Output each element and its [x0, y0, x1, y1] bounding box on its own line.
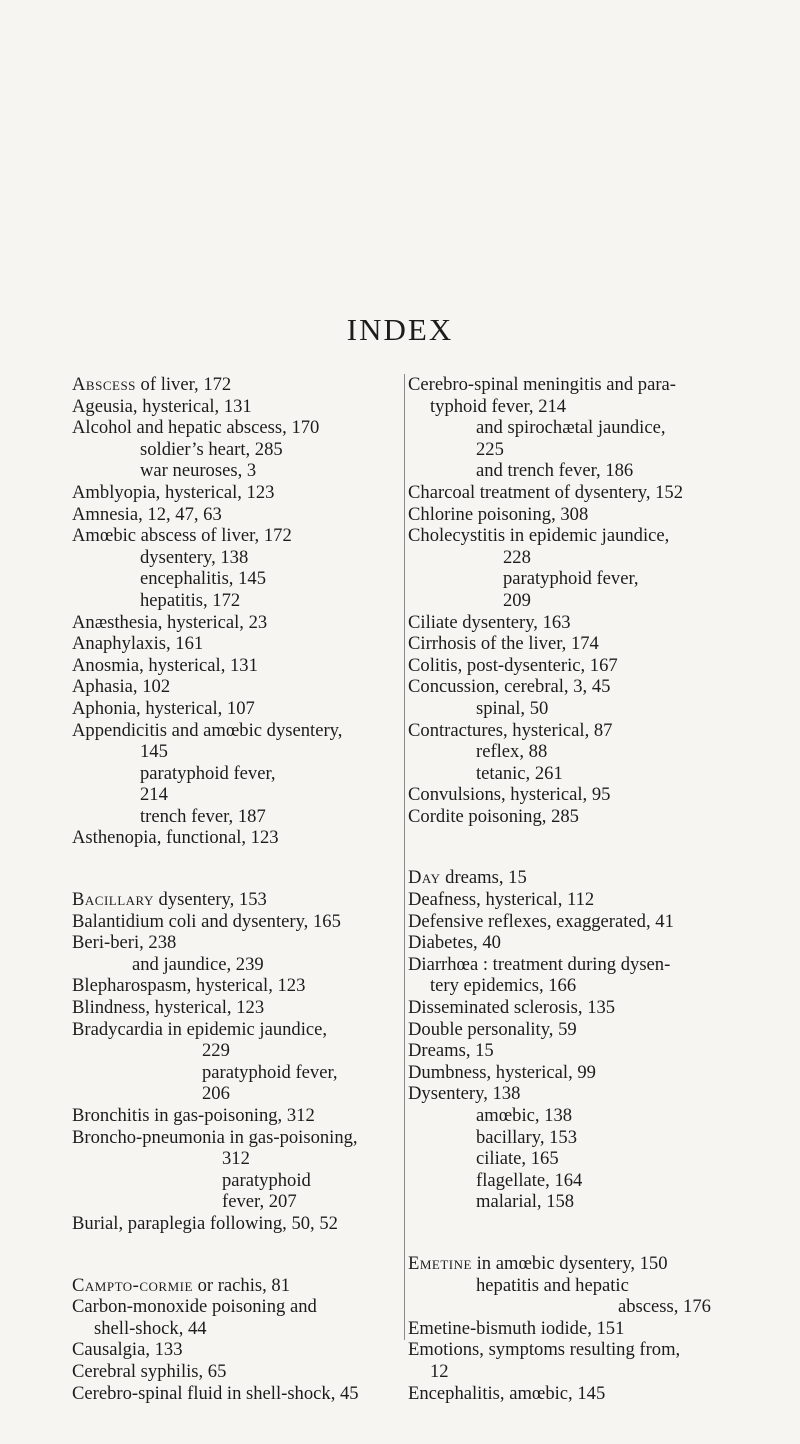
index-entry: Cerebro-spinal fluid in shell-shock, 45 — [72, 1382, 359, 1404]
index-entry: Asthenopia, functional, 123 — [72, 827, 279, 849]
index-entry: Appendicitis and amœbic dysentery, — [72, 719, 343, 741]
section-a — [72, 374, 400, 849]
index-entry: Dysentery, 138 — [408, 1083, 521, 1105]
entry-text: dysentery, 153 — [153, 889, 267, 911]
index-entry: Amœbic abscess of liver, 172 — [72, 525, 292, 547]
index-entry: reflex, 88 — [476, 741, 548, 763]
left-column — [72, 374, 400, 1444]
index-entry: amœbic, 138 — [476, 1105, 573, 1126]
index-entry: Cerebro-spinal meningitis and para- — [408, 374, 676, 395]
section-e — [408, 1253, 743, 1404]
index-entry: Chlorine poisoning, 308 — [408, 503, 589, 525]
index-entry: 228 — [503, 546, 531, 568]
index-entry — [408, 1253, 743, 1275]
index-entry: Amblyopia, hysterical, 123 — [72, 481, 275, 503]
index-entry: Anaphylaxis, 161 — [72, 633, 204, 655]
index-entry: Burial, paraplegia following, 50, 52 — [72, 1212, 338, 1234]
index-entry: paratyphoid — [222, 1169, 311, 1191]
index-entry: Charcoal treatment of dysentery, 152 — [408, 481, 684, 503]
index-entry: soldier’s heart, 285 — [140, 438, 283, 460]
index-entry: 214 — [140, 784, 168, 806]
index-entry: shell-shock, 44 — [94, 1317, 207, 1339]
index-entry: bacillary, 153 — [476, 1126, 578, 1148]
index-entry: 145 — [140, 741, 168, 763]
index-entry: Disseminated sclerosis, 135 — [408, 997, 616, 1019]
index-entry: fever, 207 — [222, 1191, 297, 1213]
index-entry: Anosmia, hysterical, 131 — [72, 654, 258, 676]
index-entry: Contractures, hysterical, 87 — [408, 719, 613, 741]
index-entry: paratyphoid fever, — [503, 568, 639, 590]
entry-lead-word: Abscess — [72, 374, 136, 395]
index-entry: trench fever, 187 — [140, 805, 266, 827]
index-entry: Convulsions, hysterical, 95 — [408, 784, 611, 806]
entry-lead-word: Day — [408, 867, 441, 889]
index-entry: Bradycardia in epidemic jaundice, — [72, 1018, 328, 1040]
section-b — [72, 889, 400, 1235]
index-entry: Causalgia, 133 — [72, 1339, 183, 1361]
index-entry: Balantidium coli and dysentery, 165 — [72, 910, 341, 932]
index-entry: Emetine-bismuth iodide, 151 — [408, 1317, 625, 1339]
index-entry: dysentery, 138 — [140, 546, 249, 568]
index-entry: Cirrhosis of the liver, 174 — [408, 633, 599, 655]
index-entry: Diabetes, 40 — [408, 932, 501, 954]
entry-lead-word: Bacillary — [72, 889, 154, 911]
index-entry: paratyphoid fever, — [202, 1061, 338, 1083]
index-entry: 225 — [476, 438, 504, 460]
index-entry: Broncho-pneumonia in gas-poisoning, — [72, 1126, 358, 1148]
index-entry: Cerebral syphilis, 65 — [72, 1360, 227, 1382]
index-entry: Blindness, hysterical, 123 — [72, 997, 265, 1019]
index-entry: Concussion, cerebral, 3, 45 — [408, 676, 611, 698]
index-entry: Cordite poisoning, 285 — [408, 805, 579, 827]
index-entry: abscess, 176 — [618, 1296, 711, 1318]
index-entry: spinal, 50 — [476, 697, 549, 719]
index-entry: paratyphoid fever, — [140, 762, 276, 784]
index-entry: and trench fever, 186 — [476, 460, 634, 482]
index-entry: hepatitis, 172 — [140, 589, 241, 611]
index-entry: Dreams, 15 — [408, 1040, 494, 1062]
index-entry: and spirochætal jaundice, — [476, 417, 666, 439]
index-entry: Alcohol and hepatic abscess, 170 — [72, 417, 320, 439]
section-d — [408, 867, 743, 1213]
index-entry — [72, 374, 400, 396]
index-entry: hepatitis and hepatic — [476, 1274, 629, 1296]
index-entry: Aphonia, hysterical, 107 — [72, 697, 255, 719]
index-entry: Defensive reflexes, exaggerated, 41 — [408, 910, 674, 932]
index-entry: Amnesia, 12, 47, 63 — [72, 503, 222, 525]
index-entry — [408, 867, 743, 889]
index-entry: Emotions, symptoms resulting from, — [408, 1339, 681, 1361]
section-c-continued — [408, 374, 743, 827]
index-entry: 229 — [202, 1040, 230, 1062]
page-title: INDEX — [346, 312, 454, 347]
index-entry: Colitis, post-dysenteric, 167 — [408, 654, 618, 676]
entry-lead-word: Emetine — [408, 1252, 472, 1274]
index-entry: Diarrhœa : treatment during dysen- — [408, 953, 671, 975]
entry-text: dreams, 15 — [440, 867, 527, 889]
section-c — [72, 1275, 400, 1405]
index-entry: ciliate, 165 — [476, 1148, 559, 1170]
right-column — [408, 374, 743, 1444]
index-entry: flagellate, 164 — [476, 1169, 583, 1191]
index-entry: and jaundice, 239 — [132, 953, 264, 975]
index-entry: Dumbness, hysterical, 99 — [408, 1061, 596, 1083]
index-entry: 209 — [503, 589, 531, 611]
index-entry: 206 — [202, 1083, 230, 1105]
index-entry: Encephalitis, amœbic, 145 — [408, 1382, 606, 1404]
index-entry: Bronchitis in gas-poisoning, 312 — [72, 1105, 315, 1126]
index-entry: Anæsthesia, hysterical, 23 — [72, 611, 268, 633]
index-entry — [72, 1275, 400, 1297]
entry-lead-word: Campto-cormie — [72, 1274, 193, 1296]
index-entry: tery epidemics, 166 — [430, 975, 577, 997]
index-entry: Beri-beri, 238 — [72, 932, 177, 954]
index-entry: tetanic, 261 — [476, 762, 563, 784]
column-divider — [404, 374, 405, 1340]
index-entry: war neuroses, 3 — [140, 460, 257, 482]
index-entry: 12 — [430, 1360, 449, 1382]
index-entry — [72, 889, 400, 911]
index-entry: 312 — [222, 1148, 250, 1170]
entry-text: or rachis, 81 — [192, 1274, 291, 1296]
index-entry: Ageusia, hysterical, 131 — [72, 395, 252, 417]
index-entry: typhoid fever, 214 — [430, 395, 567, 417]
index-entry: malarial, 158 — [476, 1191, 575, 1213]
index-entry: Aphasia, 102 — [72, 676, 171, 698]
index-entry: Cholecystitis in epidemic jaundice, — [408, 525, 670, 547]
index-entry: Deafness, hysterical, 112 — [408, 889, 595, 911]
index-entry: Ciliate dysentery, 163 — [408, 611, 571, 633]
index-entry: Double personality, 59 — [408, 1018, 577, 1040]
index-entry: Blepharospasm, hysterical, 123 — [72, 975, 306, 997]
entry-text: in amœbic dysentery, 150 — [471, 1252, 668, 1274]
index-entry: Carbon-monoxide poisoning and — [72, 1296, 317, 1318]
entry-text: of liver, 172 — [135, 374, 232, 395]
index-entry: encephalitis, 145 — [140, 568, 266, 590]
